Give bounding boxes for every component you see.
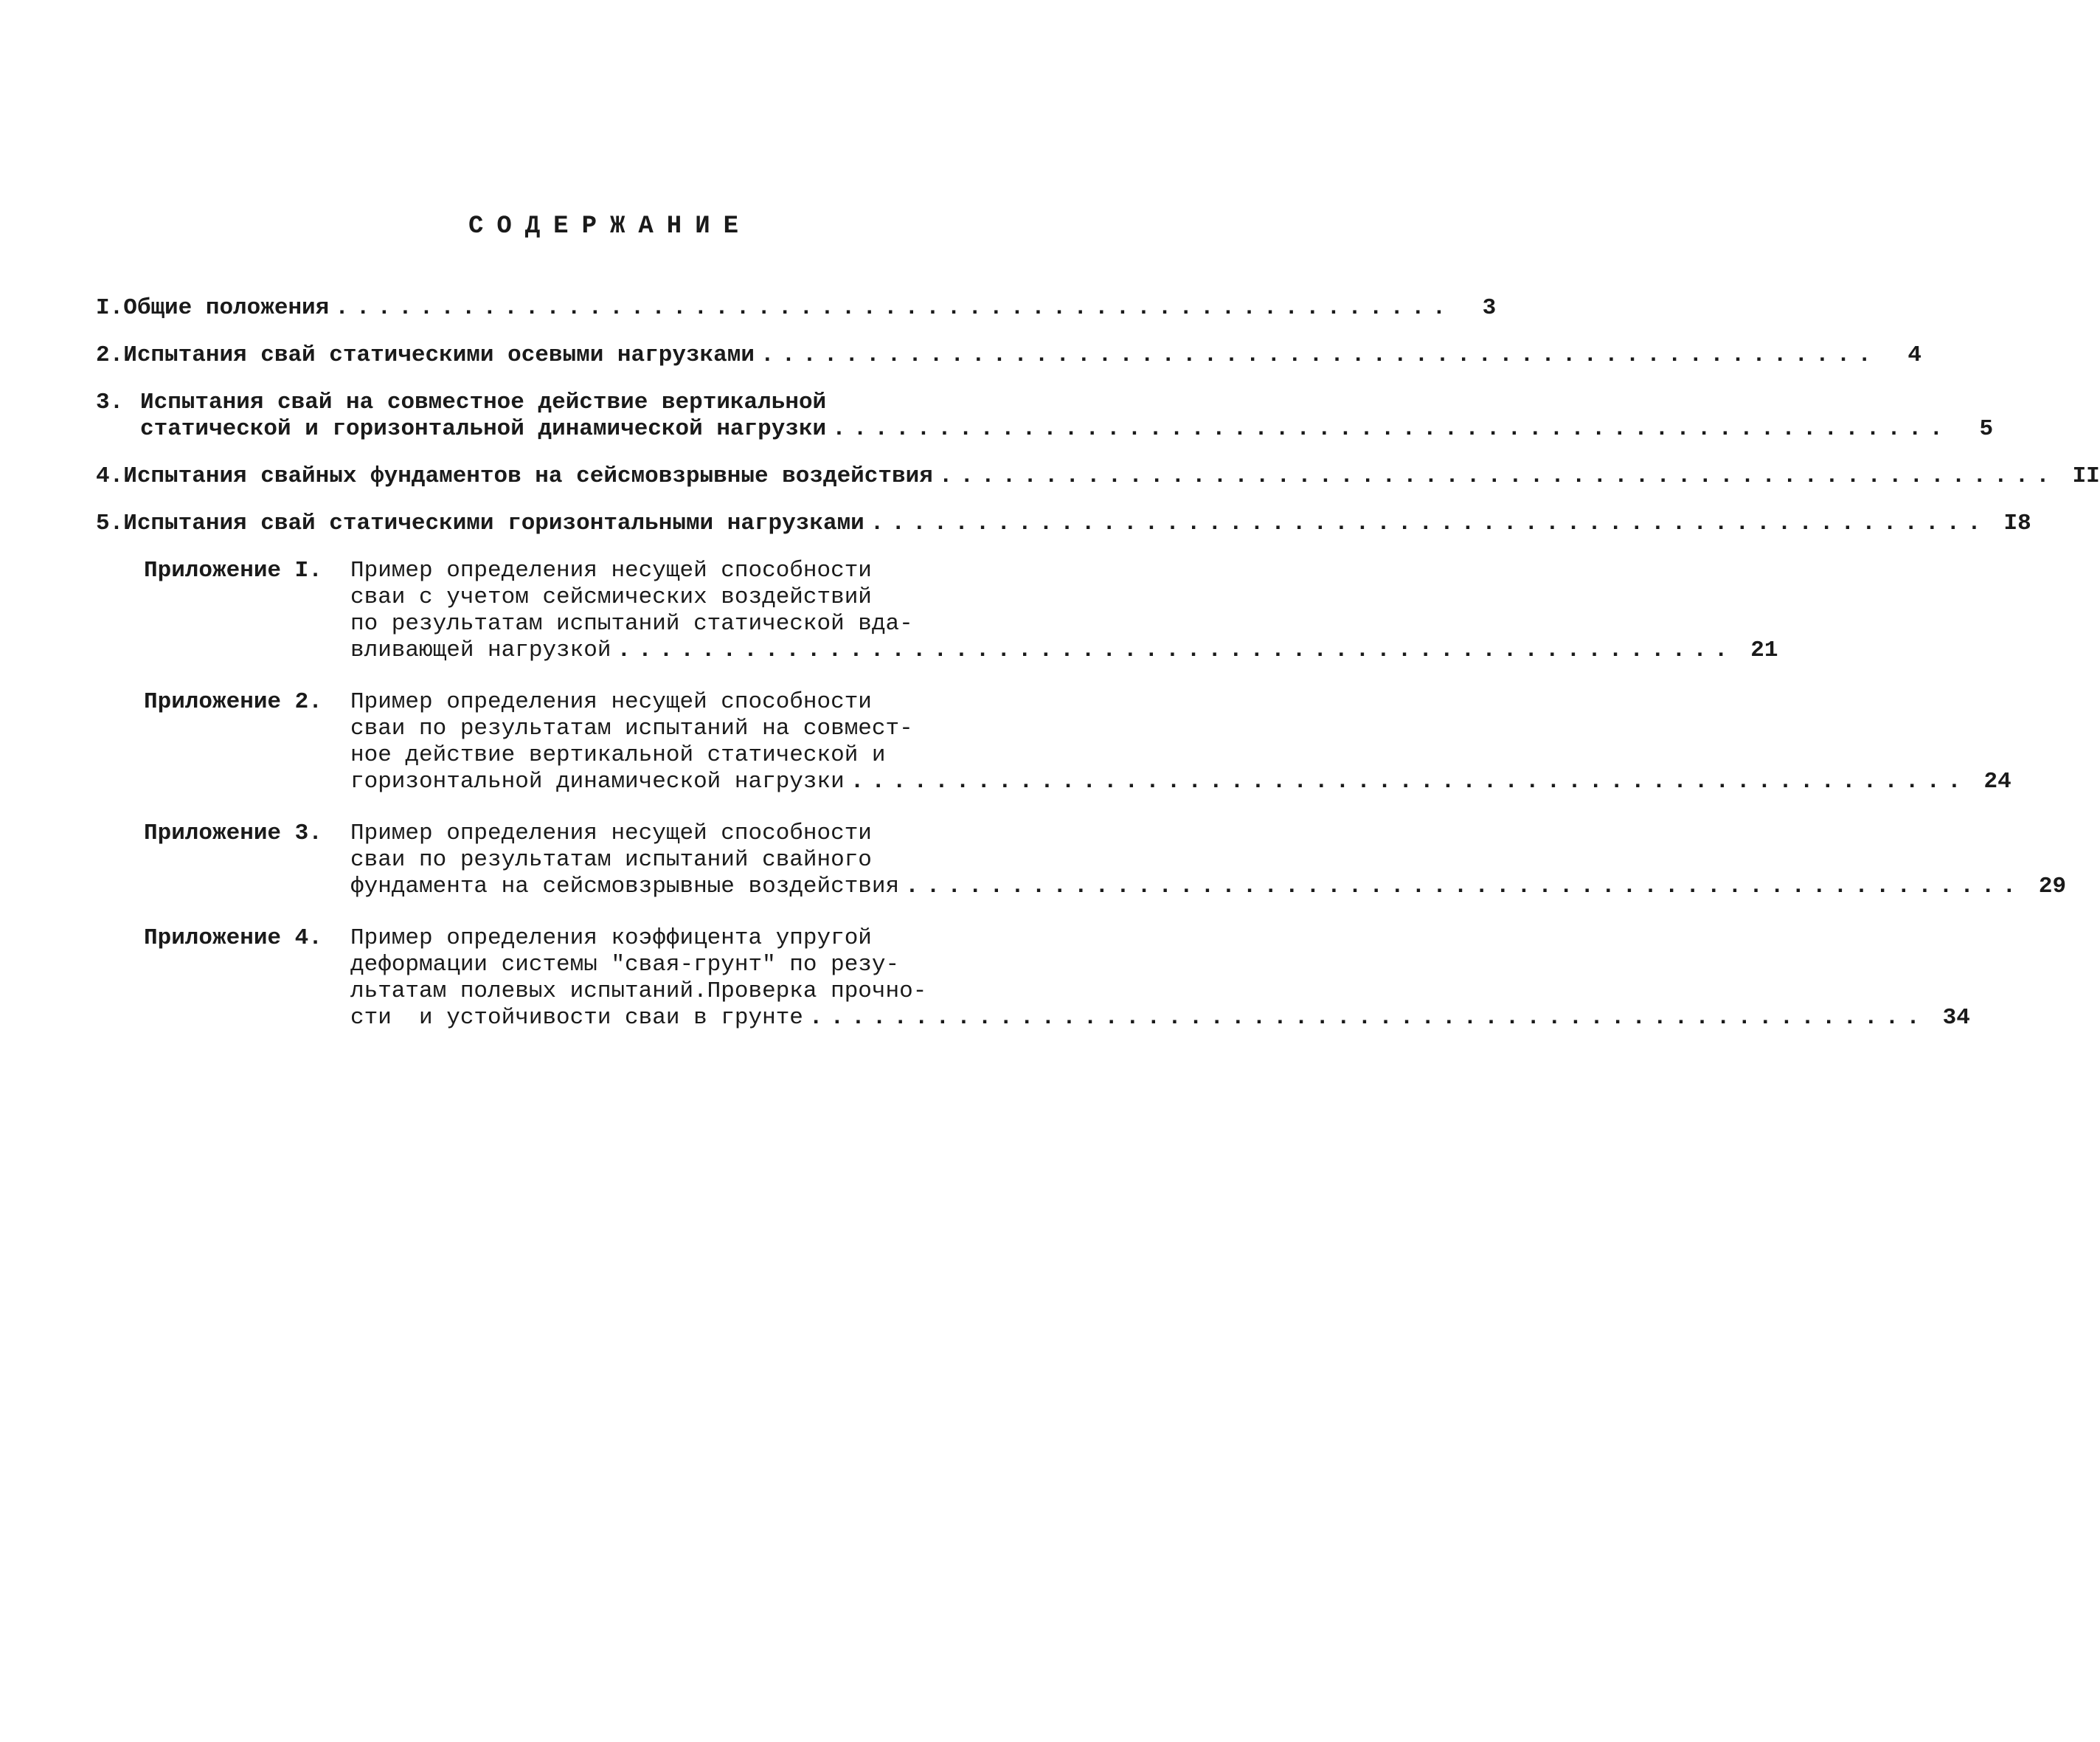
toc-appendix <box>144 820 2067 900</box>
toc-appendix <box>144 925 1970 1031</box>
toc-entry-page: 29 <box>2038 874 2067 899</box>
table-of-contents <box>96 295 2100 1057</box>
appendix-title-line: Пример определения несущей способности <box>350 820 872 846</box>
appendix-title-line: деформации системы "свая-грунт" по резу- <box>350 952 900 978</box>
toc-entry <box>96 342 1921 369</box>
toc-entry-page: I8 <box>2003 511 2031 536</box>
appendix-title-line: Пример определения коэффицента упругой <box>350 925 872 951</box>
toc-entry-title: Общие положения <box>123 295 330 321</box>
appendix-label: Приложение 2. <box>144 689 322 715</box>
toc-entry-title: Испытания свай на совместное действие вертикальной <box>140 390 827 415</box>
toc-entry-title: Испытания свай статическими осевыми нагрузками <box>123 342 755 368</box>
appendix-title-line: сваи по результатам испытаний свайного <box>350 847 872 873</box>
appendix-title-line: вливающей нагрузкой <box>350 637 611 663</box>
dot-leader: ..................................................... <box>870 511 1989 536</box>
appendix-title-line: Пример определения несущей способности <box>350 689 872 715</box>
appendix-title-line: фундамента на сейсмовзрывные воздействия <box>350 874 900 899</box>
toc-entry-number: 2. <box>96 342 124 368</box>
dot-leader: ..................................................... <box>335 295 1454 321</box>
toc-entry-page: 21 <box>1750 637 1778 663</box>
dot-leader: ..................................................... <box>617 637 1736 663</box>
toc-entry-title: Испытания свайных фундаментов на сейсмовзрывные воздействия <box>123 463 933 489</box>
toc-entry-number: 5. <box>96 511 124 536</box>
toc-entry <box>96 463 2100 490</box>
appendix-title-line: горизонтальной динамической нагрузки <box>350 769 845 795</box>
toc-entry-page: 34 <box>1942 1005 1970 1031</box>
page-title: СОДЕРЖАНИЕ <box>468 212 752 241</box>
toc-entry-page: 5 <box>1979 416 1994 442</box>
toc-entry <box>96 390 1994 443</box>
appendix-label: Приложение 3. <box>144 820 322 846</box>
appendix-title-line: по результатам испытаний статической вда- <box>350 611 913 637</box>
appendix-title-line: льтатам полевых испытаний.Проверка прочно- <box>350 978 927 1004</box>
toc-entry-number: 4. <box>96 463 124 489</box>
toc-entry-page: II <box>2072 463 2100 489</box>
appendix-title-line: Пример определения несущей способности <box>350 558 872 584</box>
toc-entry <box>96 295 1497 322</box>
toc-entry-title-continued: статической и горизонтальной динамической нагрузки <box>140 416 827 442</box>
dot-leader: ..................................................... <box>760 342 1879 368</box>
appendix-title-line: ное действие вертикальной статической и <box>350 742 886 768</box>
toc-entry-title: Испытания свай статическими горизонтальными нагрузками <box>123 511 864 536</box>
dot-leader: ..................................................... <box>832 416 1951 442</box>
appendix-title-line: сваи с учетом сейсмических воздействий <box>350 584 872 610</box>
toc-entry <box>96 511 2031 537</box>
toc-appendix <box>144 689 2011 795</box>
toc-entry-number: 3. <box>96 390 124 415</box>
toc-entry-page: 24 <box>1983 769 2011 795</box>
appendix-title-line: сваи по результатам испытаний на совмест- <box>350 716 913 742</box>
appendix-label: Приложение 4. <box>144 925 322 951</box>
dot-leader: ..................................................... <box>938 463 2057 489</box>
toc-appendix <box>144 558 1778 664</box>
appendix-label: Приложение I. <box>144 558 322 584</box>
toc-entry-page: 4 <box>1907 342 1921 368</box>
toc-entry-page: 3 <box>1482 295 1497 321</box>
appendix-title-line: сти и устойчивости сваи в грунте <box>350 1005 803 1031</box>
dot-leader: ..................................................... <box>850 769 1969 795</box>
toc-entry-number: I. <box>96 295 124 321</box>
dot-leader: ..................................................... <box>808 1005 1927 1031</box>
dot-leader: ..................................................... <box>905 874 2024 899</box>
